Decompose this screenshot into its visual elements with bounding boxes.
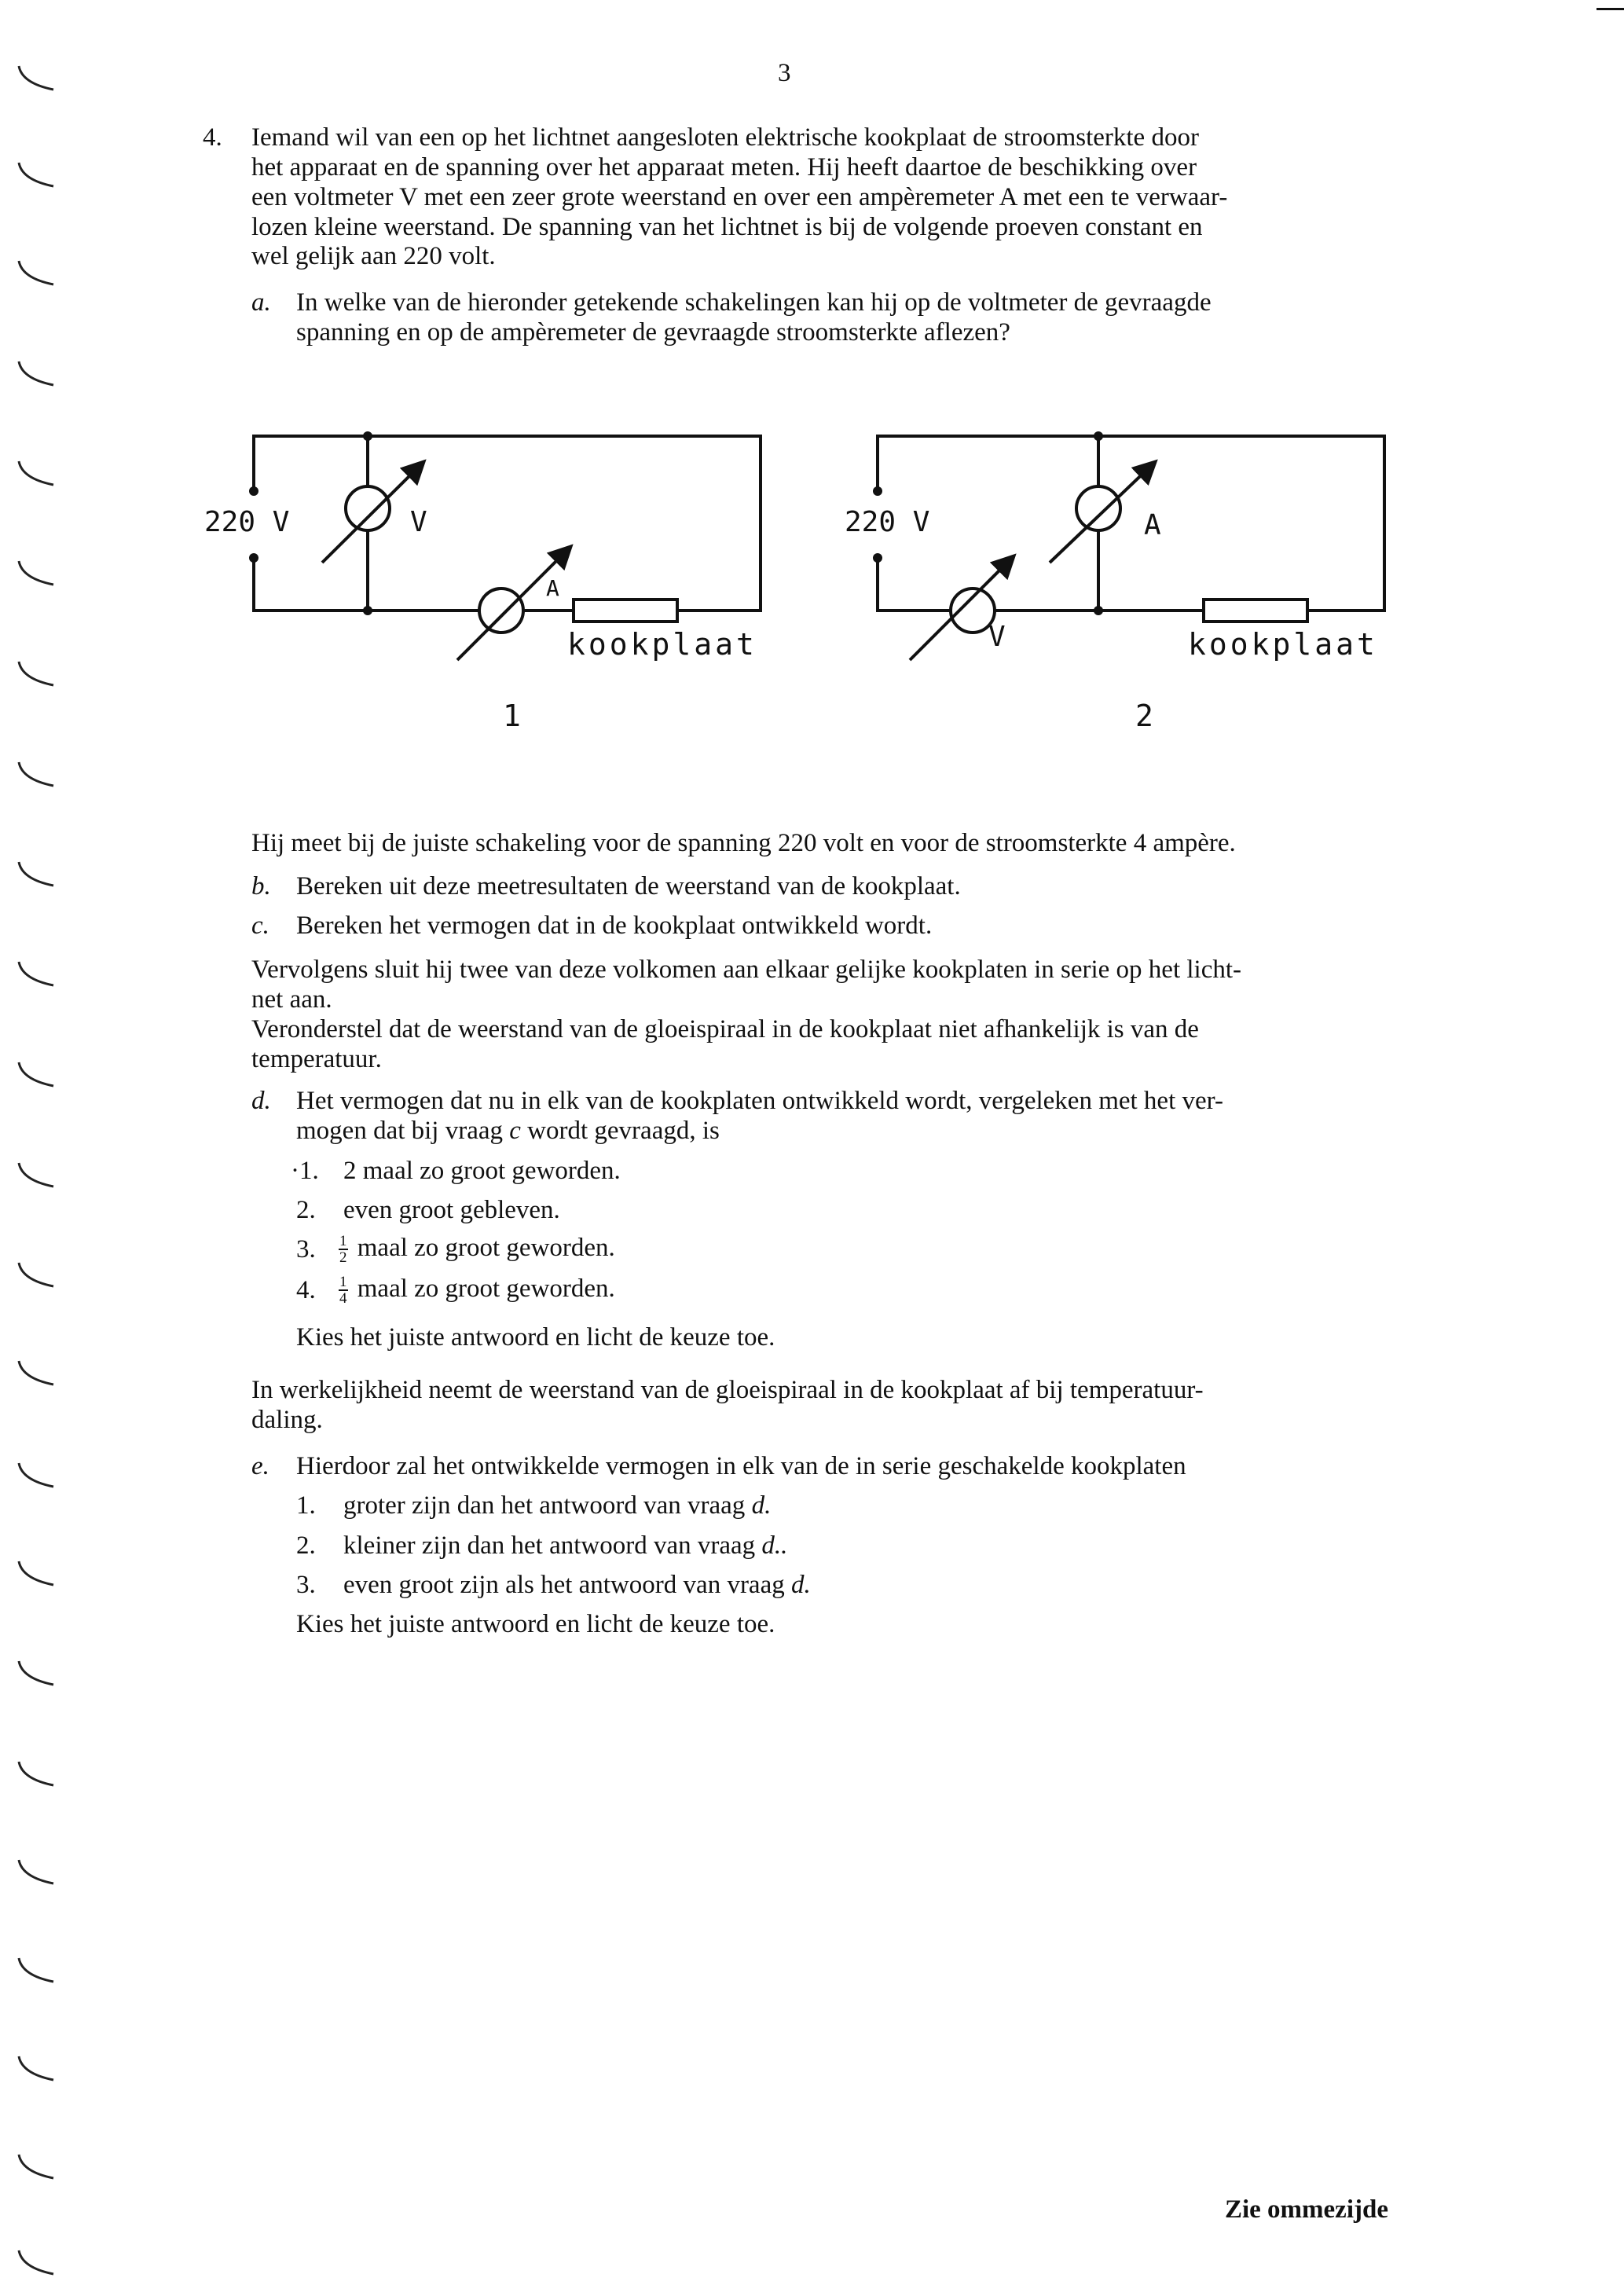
binder-mark [14,1359,61,1391]
circuit-1-meter-top-label: V [410,506,427,538]
binder-mark [14,259,61,291]
d-option-2-num: 2. [296,1196,316,1224]
circuit-1-meter-bottom-label: A [546,575,559,601]
circuit-1-kookplaat-resistor [574,600,677,622]
part-e-label: e. [251,1452,269,1480]
binder-mark [14,1161,61,1193]
binder-mark [14,559,61,591]
intro-line-5: wel gelijk aan 220 volt. [251,242,496,270]
part-d-ref-after: wordt gevraagd, is [527,1117,720,1145]
question-number: 4. [203,123,222,152]
part-e-text: Hierdoor zal het ontwikkelde vermogen in elk van de in serie geschakelde kookplaten [296,1452,1186,1480]
part-d-ref: c [509,1117,521,1145]
binder-mark [14,64,61,96]
circuit-2-load-label: kookplaat [1188,627,1378,662]
e-instruction: Kies het juiste antwoord en licht de keuze toe. [296,1610,775,1638]
circuit-2-number: 2 [1135,699,1153,733]
part-a-label: a. [251,288,271,317]
binder-mark [14,660,61,691]
binder-mark [14,161,61,193]
e-option-3-text: even groot zijn als het antwoord van vraag [343,1571,785,1599]
part-d-line-2-text: mogen dat bij vraag [296,1117,504,1145]
circuit-2-kookplaat-resistor [1204,600,1307,622]
binder-mark [14,1560,61,1591]
d-option-4-text: maal zo groot geworden. [357,1275,615,1303]
e-option-2-text: kleiner zijn dan het antwoord van vraag [343,1531,756,1560]
e-option-2-ref: d.. [761,1531,788,1560]
part-a-line-1: In welke van de hieronder getekende schakelingen kan hij op de voltmeter de gevraagde [296,288,1212,317]
binder-mark [14,2153,61,2184]
binder-mark [14,1858,61,1890]
circuit-2-meter-top-label: A [1144,509,1161,541]
intro-line-1: Iemand wil van een op het lichtnet aangesloten elektrische kookplaat de stroomsterkte door [251,123,1199,152]
circuit-1-load-label: kookplaat [567,627,757,662]
intro-line-4: lozen kleine weerstand. De spanning van het lichtnet is bij de volgende proeven constant en [251,213,1203,241]
d-option-2-text: even groot gebleven. [343,1196,560,1224]
measurement-text: Hij meet bij de juiste schakeling voor de spanning 220 volt en voor de stroomsterkte 4 ampère. [251,829,1236,857]
binder-mark [14,2249,61,2280]
series-line-1: Vervolgens sluit hij twee van deze volkomen aan elkaar gelijke kookplaten in serie op het licht- [251,955,1242,984]
binder-mark [14,860,61,892]
part-d-label: d. [251,1087,271,1115]
binder-mark [14,960,61,992]
e-option-3-num: 3. [296,1571,316,1599]
circuit-diagrams [189,416,1414,746]
circuit-1-number: 1 [503,699,521,733]
binder-mark [14,2055,61,2086]
part-d-line-2 [296,1116,720,1146]
circuit-1-source-label: 220 V [204,506,290,538]
circuit-2-meter-bottom-label: V [988,621,1006,653]
fraction-quarter: $\frac{1}{4}$ [339,1274,347,1308]
binder-mark [14,1462,61,1493]
d-option-4 [336,1274,615,1306]
e-option-1 [343,1491,771,1520]
part-c-label: c. [251,911,269,940]
e-option-3 [343,1570,811,1600]
d-option-4-num: 4. [296,1276,316,1304]
binder-mark [14,1261,61,1293]
d-instruction: Kies het juiste antwoord en licht de keuze toe. [296,1323,775,1352]
d-option-3 [336,1233,615,1265]
e-option-1-text: groter zijn dan het antwoord van vraag [343,1491,746,1520]
intro-line-2: het apparaat en de spanning over het apparaat meten. Hij heeft daartoe de beschikking over [251,153,1197,182]
binder-mark [14,1660,61,1691]
e-option-2 [343,1531,787,1561]
d-option-3-num: 3. [296,1235,316,1264]
page-edge-mark [1597,8,1624,10]
d-option-1-text: 2 maal zo groot geworden. [343,1157,621,1185]
binder-mark [14,761,61,792]
circuit-1-voltmeter [322,464,422,563]
e-option-2-num: 2. [296,1531,316,1560]
fraction-half: $\frac{1}{2}$ [339,1233,347,1267]
binder-mark [14,360,61,391]
part-a-line-2: spanning en op de ampèremeter de gevraagde stroomsterkte aflezen? [296,318,1010,347]
part-c-text: Bereken het vermogen dat in de kookplaat ontwikkeld wordt. [296,911,933,940]
series-line-2: net aan. [251,985,332,1014]
e-option-1-ref: d. [751,1491,772,1520]
e-option-1-num: 1. [296,1491,316,1520]
binder-mark [14,1760,61,1792]
reality-line-2: daling. [251,1406,323,1434]
binder-mark [14,1061,61,1092]
circuit-2-source-label: 220 V [845,506,930,538]
reality-line-1: In werkelijkheid neemt de weerstand van de gloeispiraal in de kookplaat af bij temperatuur- [251,1376,1204,1404]
circuit-1-ammeter [457,548,569,660]
e-option-3-ref: d. [790,1571,811,1599]
d-option-3-text: maal zo groot geworden. [357,1234,615,1262]
part-d-line-1: Het vermogen dat nu in elk van de kookplaten ontwikkeld wordt, vergeleken met het ver- [296,1087,1223,1115]
footer-turn-over: Zie ommezijde [1224,2195,1388,2224]
d-option-1-num: ·1. [291,1157,319,1185]
page-number: 3 [778,59,791,87]
part-b-label: b. [251,872,271,900]
part-b-text: Bereken uit deze meetresultaten de weerstand van de kookplaat. [296,872,961,900]
binder-mark [14,1957,61,1988]
circuit-2-ammeter [1050,464,1153,563]
intro-line-3: een voltmeter V met een zeer grote weerstand en over een ampèremeter A met een te verwaar- [251,183,1228,211]
series-line-4: temperatuur. [251,1045,382,1073]
series-line-3: Veronderstel dat de weerstand van de gloeispiraal in de kookplaat niet afhankelijk is van de [251,1015,1199,1043]
binder-mark [14,460,61,491]
